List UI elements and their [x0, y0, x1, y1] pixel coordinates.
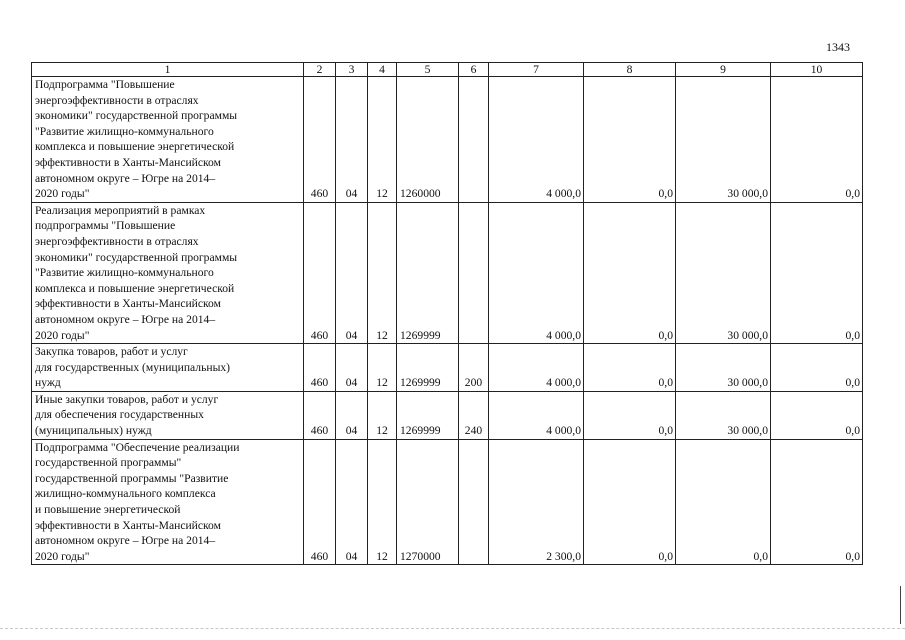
budget-table [31, 62, 863, 565]
scan-edge-mark [900, 586, 901, 624]
amount-cell: 30 000,0 [676, 77, 771, 203]
row-name-line: 2020 годы" [35, 187, 90, 201]
row-name-line: государственной программы "Развитие [35, 471, 229, 485]
row-name-line: Иные закупки товаров, работ и услуг [35, 392, 219, 406]
row-name-line: энергоэффективности в отраслях [35, 234, 199, 248]
table-row [32, 439, 863, 565]
row-name-cell [32, 77, 304, 203]
amount-cell: 0,0 [771, 344, 863, 392]
header-cell: 6 [459, 63, 489, 77]
row-name-line: автономном округе – Югре на 2014– [35, 534, 216, 548]
row-name-line: эффективности в Ханты-Мансийском [35, 518, 221, 532]
section-code-cell: 04 [336, 391, 368, 439]
header-cell: 1 [32, 63, 304, 77]
section-code-cell: 04 [336, 439, 368, 565]
amount-cell: 4 000,0 [489, 202, 584, 343]
table-row [32, 391, 863, 439]
row-name-line: государственной программы" [35, 456, 182, 470]
row-name-line: эффективности в Ханты-Мансийском [35, 297, 221, 311]
row-name-line: Реализация мероприятий в рамках [35, 203, 206, 217]
table-row [32, 202, 863, 343]
row-name-line: экономики" государственной программы [35, 250, 238, 264]
row-name-line: для государственных (муниципальных) [35, 360, 231, 374]
amount-cell: 30 000,0 [676, 391, 771, 439]
row-name-line: подпрограммы "Повышение [35, 219, 176, 233]
row-name-line: (муниципальных) нужд [35, 424, 152, 438]
header-cell: 8 [584, 63, 676, 77]
scan-artifact-line [0, 628, 905, 629]
header-cell: 2 [304, 63, 336, 77]
expense-type-cell [459, 439, 489, 565]
amount-cell: 30 000,0 [676, 344, 771, 392]
amount-cell: 2 300,0 [489, 439, 584, 565]
amount-cell: 4 000,0 [489, 344, 584, 392]
subsection-code-cell: 12 [368, 77, 397, 203]
subsection-code-cell: 12 [368, 439, 397, 565]
row-name-line: Подпрограмма "Обеспечение реализации [35, 440, 240, 454]
amount-cell: 0,0 [584, 391, 676, 439]
expense-type-cell [459, 202, 489, 343]
amount-cell: 0,0 [584, 77, 676, 203]
section-code-cell: 04 [336, 202, 368, 343]
amount-cell: 0,0 [584, 344, 676, 392]
row-name-line: Закупка товаров, работ и услуг [35, 345, 188, 359]
subsection-code-cell: 12 [368, 344, 397, 392]
header-cell: 9 [676, 63, 771, 77]
row-name-cell [32, 439, 304, 565]
admin-code-cell: 460 [304, 344, 336, 392]
expense-type-cell: 240 [459, 391, 489, 439]
row-name-line: экономики" государственной программы [35, 109, 238, 123]
amount-cell: 0,0 [771, 391, 863, 439]
header-row [32, 63, 863, 77]
admin-code-cell: 460 [304, 77, 336, 203]
row-name-line: "Развитие жилищно-коммунального [35, 124, 214, 138]
header-cell: 4 [368, 63, 397, 77]
table-row [32, 77, 863, 203]
target-article-cell: 1260000 [397, 77, 459, 203]
row-name-line: 2020 годы" [35, 328, 90, 342]
section-code-cell: 04 [336, 344, 368, 392]
amount-cell: 30 000,0 [676, 202, 771, 343]
table-row [32, 344, 863, 392]
header-cell: 7 [489, 63, 584, 77]
row-name-line: автономном округе – Югре на 2014– [35, 171, 216, 185]
amount-cell: 0,0 [676, 439, 771, 565]
target-article-cell: 1269999 [397, 391, 459, 439]
amount-cell: 4 000,0 [489, 77, 584, 203]
row-name-line: комплекса и повышение энергетической [35, 281, 235, 295]
header-cell: 3 [336, 63, 368, 77]
target-article-cell: 1270000 [397, 439, 459, 565]
page-number: 1343 [826, 40, 850, 54]
row-name-line: жилищно-коммунального комплекса [35, 487, 216, 501]
amount-cell: 4 000,0 [489, 391, 584, 439]
admin-code-cell: 460 [304, 202, 336, 343]
row-name-line: Подпрограмма "Повышение [35, 78, 175, 91]
row-name-line: комплекса и повышение энергетической [35, 140, 235, 154]
row-name-line: и повышение энергетической [35, 503, 181, 517]
target-article-cell: 1269999 [397, 202, 459, 343]
expense-type-cell: 200 [459, 344, 489, 392]
header-cell: 10 [771, 63, 863, 77]
subsection-code-cell: 12 [368, 391, 397, 439]
target-article-cell: 1269999 [397, 344, 459, 392]
amount-cell: 0,0 [771, 439, 863, 565]
row-name-line: эффективности в Ханты-Мансийском [35, 155, 221, 169]
row-name-line: 2020 годы" [35, 549, 90, 563]
amount-cell: 0,0 [771, 202, 863, 343]
subsection-code-cell: 12 [368, 202, 397, 343]
row-name-line: "Развитие жилищно-коммунального [35, 266, 214, 280]
row-name-line: для обеспечения государственных [35, 408, 204, 422]
amount-cell: 0,0 [584, 439, 676, 565]
admin-code-cell: 460 [304, 439, 336, 565]
row-name-line: энергоэффективности в отраслях [35, 93, 199, 107]
amount-cell: 0,0 [771, 77, 863, 203]
expense-type-cell [459, 77, 489, 203]
row-name-line: нужд [35, 376, 61, 390]
row-name-cell [32, 202, 304, 343]
section-code-cell: 04 [336, 77, 368, 203]
row-name-cell [32, 344, 304, 392]
admin-code-cell: 460 [304, 391, 336, 439]
row-name-line: автономном округе – Югре на 2014– [35, 312, 216, 326]
amount-cell: 0,0 [584, 202, 676, 343]
row-name-cell [32, 391, 304, 439]
header-cell: 5 [397, 63, 459, 77]
